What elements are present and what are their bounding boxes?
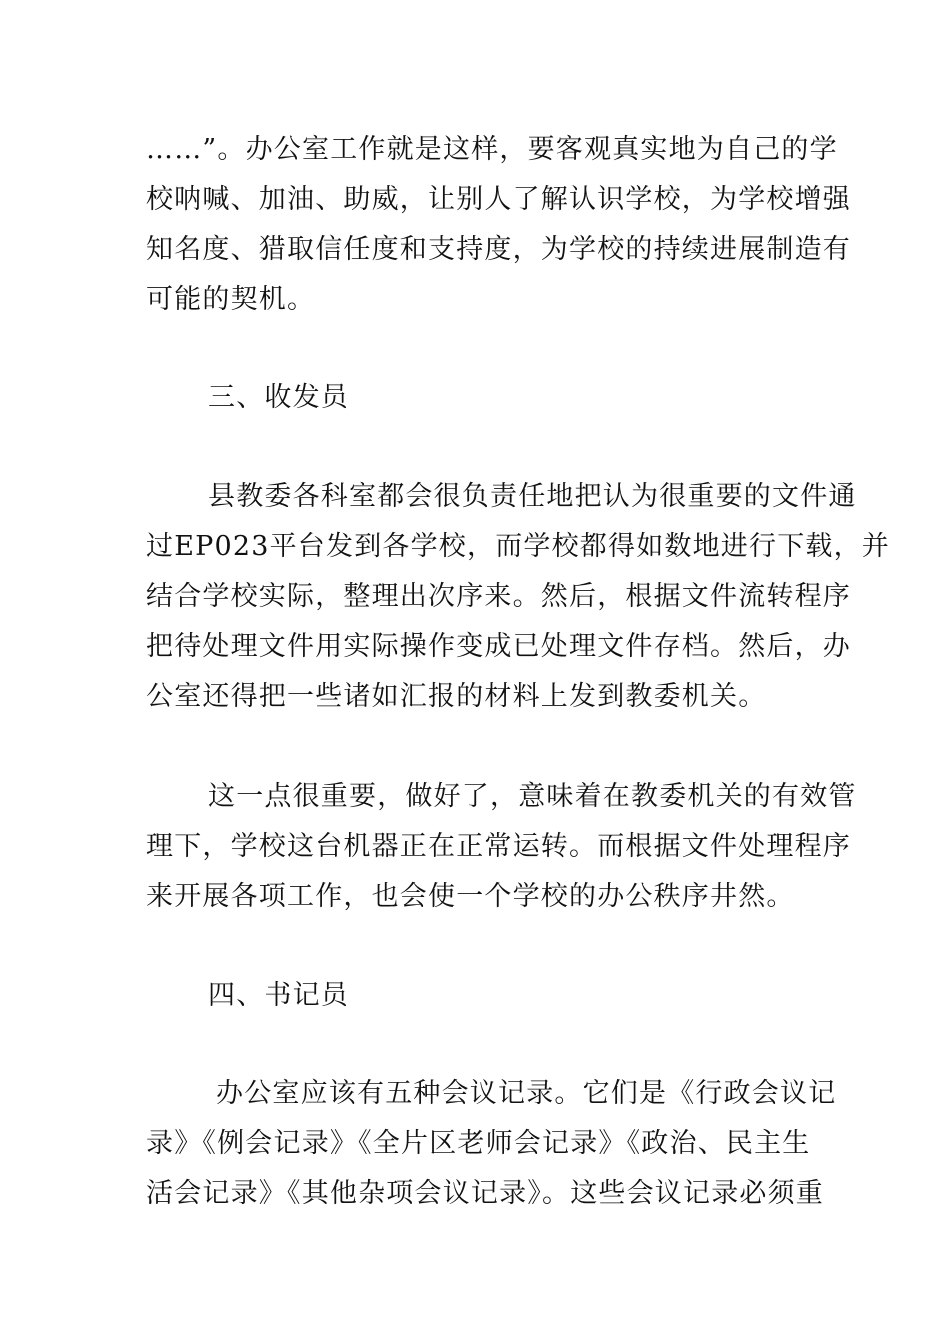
paragraph-line: 过EP023平台发到各学校，而学校都得如数地进行下载，并	[146, 531, 891, 562]
paragraph-line: 把待处理文件用实际操作变成已处理文件存档。然后，办	[146, 631, 851, 662]
paragraph-line: 来开展各项工作，也会使一个学校的办公秩序井然。	[146, 881, 795, 912]
paragraph-line: 县教委各科室都会很负责任地把认为很重要的文件通	[208, 481, 857, 512]
paragraph-line: 公室还得把一些诸如汇报的材料上发到教委机关。	[146, 681, 767, 712]
paragraph-line: 办公室应该有五种会议记录。它们是《行政会议记	[216, 1078, 837, 1109]
paragraph-line: 知名度、猎取信任度和支持度，为学校的持续进展制造有	[146, 234, 851, 265]
section-heading-4: 四、书记员	[208, 980, 349, 1011]
paragraph-line: 录》《例会记录》《全片区老师会记录》《政治、民主生	[146, 1128, 811, 1159]
paragraph-line: ……”。办公室工作就是这样，要客观真实地为自己的学	[146, 134, 838, 165]
paragraph-line: 结合学校实际，整理出次序来。然后，根据文件流转程序	[146, 581, 851, 612]
paragraph-line: 理下，学校这台机器正在正常运转。而根据文件处理程序	[146, 831, 851, 862]
paragraph-line: 活会记录》《其他杂项会议记录》。这些会议记录必须重	[146, 1178, 824, 1209]
paragraph-line: 校呐喊、加油、助威，让别人了解认识学校，为学校增强	[146, 184, 851, 215]
paragraph-line: 可能的契机。	[146, 284, 316, 315]
paragraph-line: 这一点很重要，做好了，意味着在教委机关的有效管	[208, 781, 857, 812]
section-heading-3: 三、收发员	[208, 382, 349, 413]
